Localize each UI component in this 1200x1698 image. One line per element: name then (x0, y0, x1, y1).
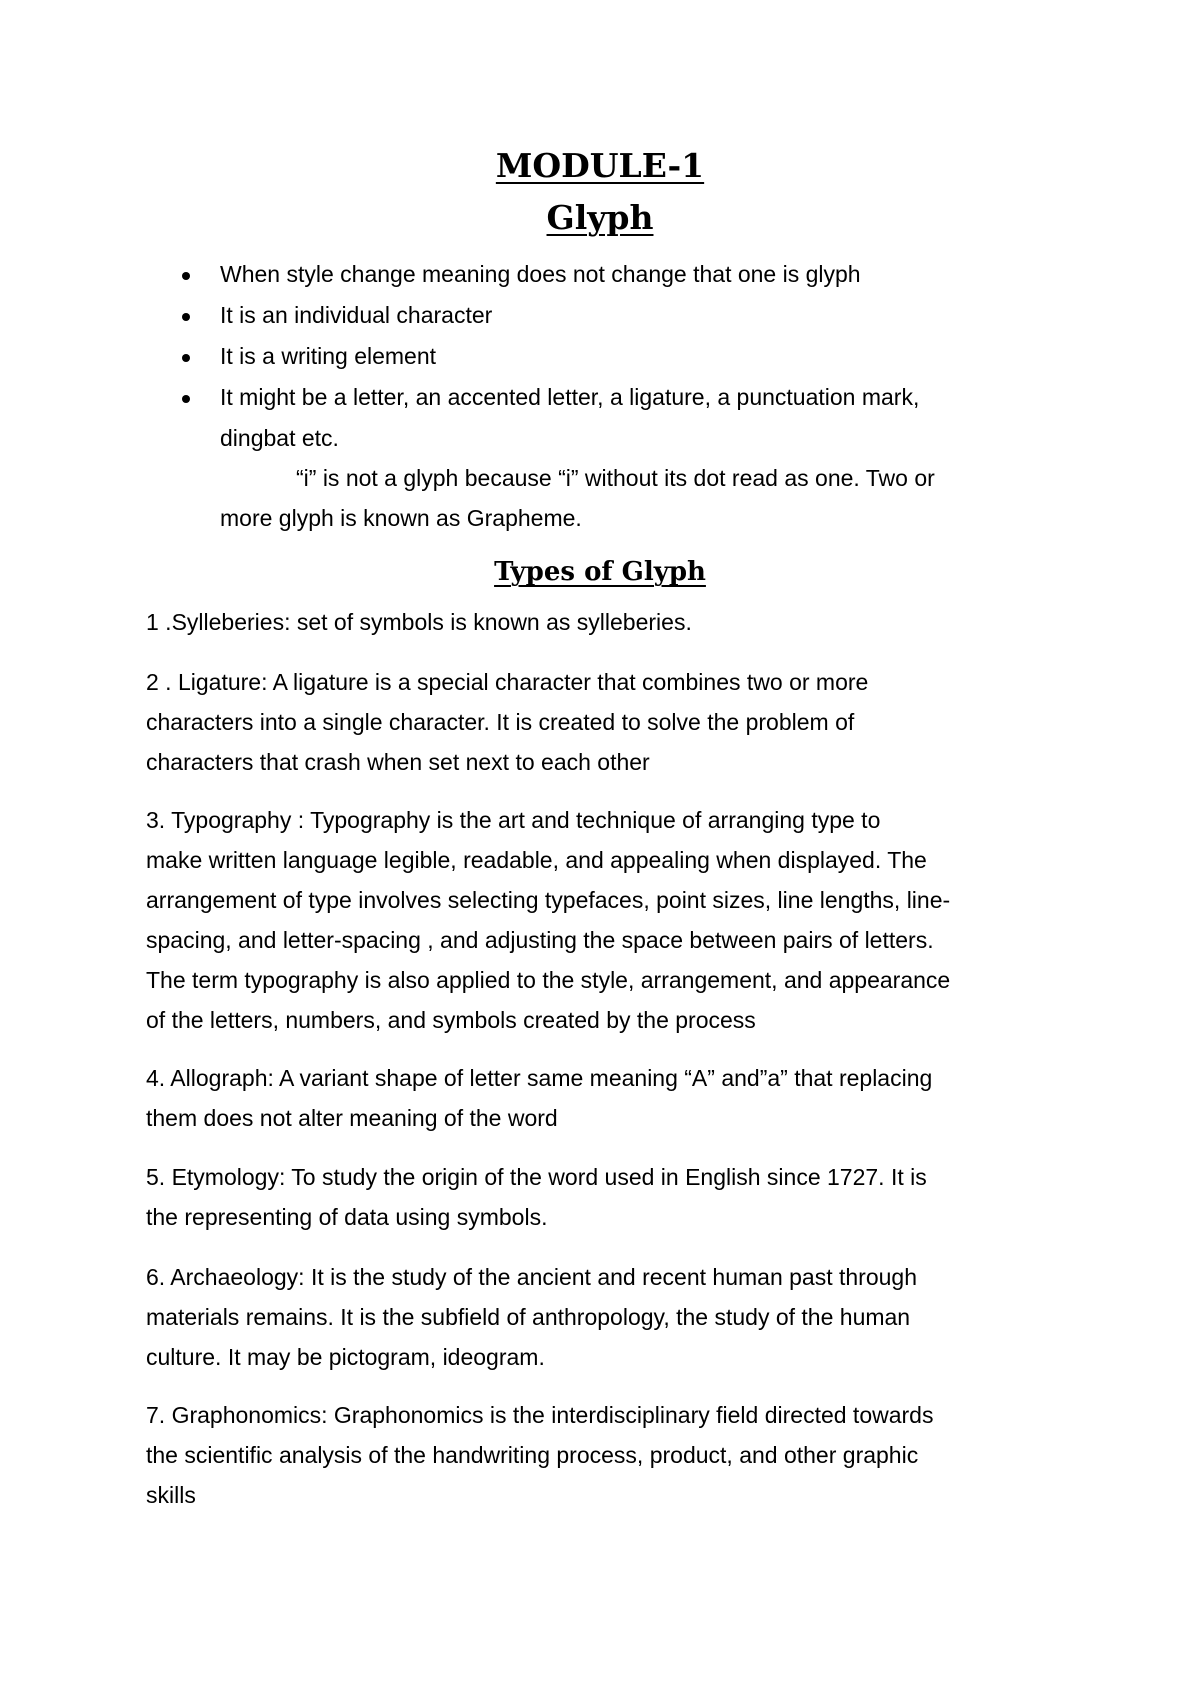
paragraph-line: 5. Etymology: To study the origin of the word used in English since 1727. It is (146, 1164, 927, 1190)
glyph-type-item-allograph (146, 1058, 1076, 1138)
paragraph-line: The term typography is also applied to the style, arrangement, and appearance (146, 967, 951, 993)
bullet-dot-icon (182, 313, 190, 321)
paragraph-line: culture. It may be pictogram, ideogram. (146, 1344, 545, 1370)
bullet-dot-icon (182, 272, 190, 280)
paragraph-line: 3. Typography : Typography is the art and technique of arranging type to (146, 807, 881, 833)
bullet-item (186, 295, 1086, 336)
glyph-bullet-list (186, 254, 1086, 418)
paragraph-line: 4. Allograph: A variant shape of letter same meaning “A” and”a” that replacing (146, 1065, 933, 1091)
glyph-type-item-ligature (146, 662, 1076, 782)
bullet-dot-icon (182, 395, 190, 403)
paragraph-line: skills (146, 1482, 196, 1508)
paragraph-line: make written language legible, readable, and appealing when displayed. The (146, 847, 927, 873)
paragraph-line: 1 .Sylleberies: set of symbols is known as sylleberies. (146, 609, 692, 635)
bullet-text: It is a writing element (220, 343, 437, 369)
glyph-type-item-typography (146, 800, 1076, 1040)
paragraph-line: the scientific analysis of the handwriting process, product, and other graphic (146, 1442, 919, 1468)
glyph-type-item-etymology (146, 1157, 1076, 1237)
bullet-text: It might be a letter, an accented letter, a ligature, a punctuation mark, (220, 384, 920, 410)
module-title: MODULE-1 (495, 146, 705, 185)
bullet-item (186, 254, 1086, 295)
paragraph-line: characters that crash when set next to each other (146, 749, 650, 775)
paragraph-line: 7. Graphonomics: Graphonomics is the interdisciplinary field directed towards (146, 1402, 934, 1428)
paragraph-line: materials remains. It is the subfield of anthropology, the study of the human (146, 1304, 911, 1330)
glyph-type-item-syllabaries (146, 602, 1076, 642)
note-line: “i” is not a glyph because “i” without its dot read as one. Two or (296, 465, 935, 491)
bullet-continuation: dingbat etc. (220, 425, 339, 451)
paragraph-line: 2 . Ligature: A ligature is a special character that combines two or more (146, 669, 869, 695)
paragraph-line: spacing, and letter-spacing , and adjusting the space between pairs of letters. (146, 927, 934, 953)
paragraph-line: arrangement of type involves selecting typefaces, point sizes, line lengths, line- (146, 887, 951, 913)
bullet-text: It is an individual character (220, 302, 493, 328)
bullet-dot-icon (182, 354, 190, 362)
glyph-type-item-graphonomics (146, 1395, 1076, 1515)
glyph-title: Glyph (546, 198, 654, 237)
bullet-text: When style change meaning does not change that one is glyph (220, 261, 861, 287)
types-of-glyph-title: Types of Glyph (494, 557, 706, 587)
glyph-type-item-archaeology (146, 1257, 1076, 1377)
note-line: more glyph is known as Grapheme. (220, 505, 582, 531)
bullet-item (186, 377, 1086, 418)
paragraph-line: 6. Archaeology: It is the study of the ancient and recent human past through (146, 1264, 917, 1290)
paragraph-line: characters into a single character. It is created to solve the problem of (146, 709, 855, 735)
bullet-item (186, 336, 1086, 377)
paragraph-line: of the letters, numbers, and symbols created by the process (146, 1007, 756, 1033)
paragraph-line: the representing of data using symbols. (146, 1204, 548, 1230)
paragraph-line: them does not alter meaning of the word (146, 1105, 558, 1131)
